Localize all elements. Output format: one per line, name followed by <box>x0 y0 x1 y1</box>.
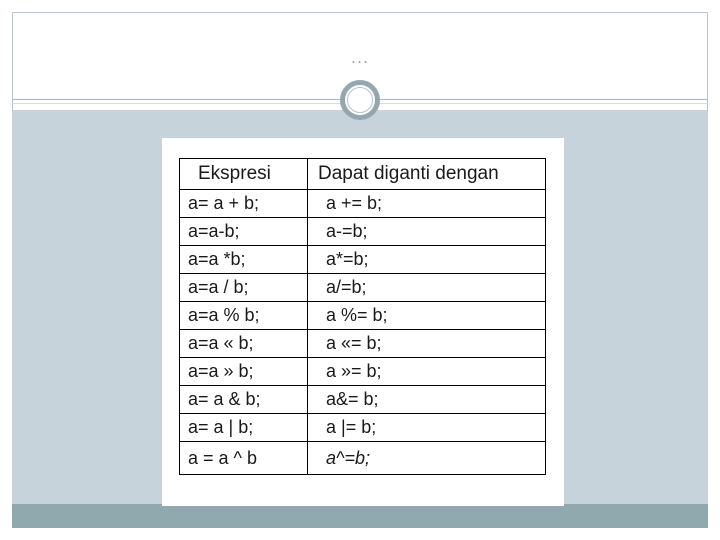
table-row <box>180 190 546 218</box>
table-row <box>180 218 546 246</box>
table-row <box>180 442 546 475</box>
header-replacement: Dapat diganti dengan <box>308 159 546 190</box>
expression-cell: a=a % b; <box>180 302 308 330</box>
table-row <box>180 386 546 414</box>
table-row <box>180 330 546 358</box>
expression-cell: a=a / b; <box>180 274 308 302</box>
replacement-cell: a «= b; <box>308 330 546 358</box>
table-image <box>162 138 564 506</box>
header-expression: Ekspresi <box>180 159 308 190</box>
replacement-cell: a/=b; <box>308 274 546 302</box>
expression-cell: a= a + b; <box>180 190 308 218</box>
expression-cell: a=a « b; <box>180 330 308 358</box>
footer-band <box>12 504 708 528</box>
title-placeholder: ... <box>350 48 370 67</box>
expression-cell: a= a | b; <box>180 414 308 442</box>
table-row <box>180 246 546 274</box>
table-row <box>180 358 546 386</box>
replacement-cell: a += b; <box>308 190 546 218</box>
replacement-cell: a |= b; <box>308 414 546 442</box>
replacement-cell: a&= b; <box>308 386 546 414</box>
table-header-row <box>180 159 546 190</box>
replacement-cell: a-=b; <box>308 218 546 246</box>
circle-ornament-icon <box>340 80 380 120</box>
table-row <box>180 274 546 302</box>
expression-cell: a= a & b; <box>180 386 308 414</box>
operator-table <box>179 158 546 475</box>
expression-cell: a=a *b; <box>180 246 308 274</box>
table-row <box>180 414 546 442</box>
replacement-cell: a^=b; <box>308 442 546 475</box>
expression-cell: a=a-b; <box>180 218 308 246</box>
replacement-cell: a %= b; <box>308 302 546 330</box>
expression-cell: a = a ^ b <box>180 442 308 475</box>
replacement-cell: a*=b; <box>308 246 546 274</box>
table-row <box>180 302 546 330</box>
expression-cell: a=a » b; <box>180 358 308 386</box>
replacement-cell: a »= b; <box>308 358 546 386</box>
